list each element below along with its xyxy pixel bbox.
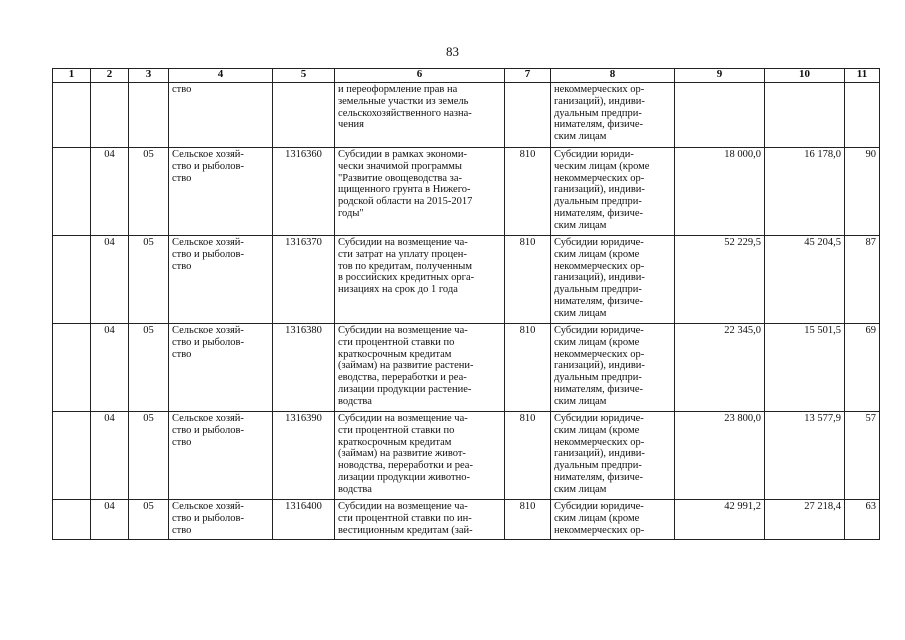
cell-percent: 90 bbox=[845, 148, 880, 236]
cell-percent: 57 bbox=[845, 412, 880, 500]
cell-col1 bbox=[53, 236, 91, 324]
cell-section-name: Сельское хозяй- ство и рыболов- ство bbox=[169, 236, 273, 324]
cell-planned: 52 229,5 bbox=[675, 236, 765, 324]
cell-section-name: Сельское хозяй- ство и рыболов- ство bbox=[169, 412, 273, 500]
cell-section: 04 bbox=[91, 412, 129, 500]
column-header: 2 bbox=[91, 69, 129, 83]
cell-col1 bbox=[53, 412, 91, 500]
cell-planned: 23 800,0 bbox=[675, 412, 765, 500]
cell-section-name: ство bbox=[169, 83, 273, 148]
cell-subsection: 05 bbox=[129, 500, 169, 540]
cell-recipient: Субсидии юриди- ческим лицам (кроме некоммерческих ор- ганизаций), индиви- дуальным предпри- нимателям, физиче- ским лицам bbox=[551, 148, 675, 236]
cell-section: 04 bbox=[91, 500, 129, 540]
table-row bbox=[53, 412, 880, 500]
cell-expense-code bbox=[505, 83, 551, 148]
cell-col1 bbox=[53, 148, 91, 236]
cell-subsection: 05 bbox=[129, 148, 169, 236]
cell-subsection: 05 bbox=[129, 324, 169, 412]
header-row bbox=[53, 69, 880, 83]
column-header: 10 bbox=[765, 69, 845, 83]
cell-expense-code: 810 bbox=[505, 500, 551, 540]
cell-subsection: 05 bbox=[129, 236, 169, 324]
cell-recipient: Субсидии юридиче- ским лицам (кроме некоммерческих ор- ганизаций), индиви- дуальным предпри- нимателям, физиче- ским лицам bbox=[551, 324, 675, 412]
table-row bbox=[53, 500, 880, 540]
column-header: 5 bbox=[273, 69, 335, 83]
cell-description: и переоформление прав на земельные участки из земель сельскохозяйственного назна- чения bbox=[335, 83, 505, 148]
cell-planned bbox=[675, 83, 765, 148]
cell-expense-code: 810 bbox=[505, 324, 551, 412]
cell-planned: 22 345,0 bbox=[675, 324, 765, 412]
column-header: 8 bbox=[551, 69, 675, 83]
cell-recipient: некоммерческих ор- ганизаций), индиви- дуальным предпри- нимателям, физиче- ским лицам bbox=[551, 83, 675, 148]
column-header: 1 bbox=[53, 69, 91, 83]
column-header: 9 bbox=[675, 69, 765, 83]
column-header: 3 bbox=[129, 69, 169, 83]
column-header: 7 bbox=[505, 69, 551, 83]
cell-target-code: 1316400 bbox=[273, 500, 335, 540]
cell-description: Субсидии на возмещение ча- сти процентной ставки по краткосрочным кредитам (займам) на развитие растени- еводства, переработки и реа- лизации продукции растение- водства bbox=[335, 324, 505, 412]
column-header: 6 bbox=[335, 69, 505, 83]
cell-actual: 45 204,5 bbox=[765, 236, 845, 324]
cell-section bbox=[91, 83, 129, 148]
cell-recipient: Субсидии юридиче- ским лицам (кроме некоммерческих ор- ганизаций), индиви- дуальным предпри- нимателям, физиче- ским лицам bbox=[551, 236, 675, 324]
column-header: 11 bbox=[845, 69, 880, 83]
cell-planned: 42 991,2 bbox=[675, 500, 765, 540]
budget-table bbox=[52, 68, 880, 540]
cell-planned: 18 000,0 bbox=[675, 148, 765, 236]
page-number: 83 bbox=[446, 44, 459, 59]
column-header: 4 bbox=[169, 69, 273, 83]
cell-expense-code: 810 bbox=[505, 148, 551, 236]
cell-actual: 16 178,0 bbox=[765, 148, 845, 236]
cell-actual: 27 218,4 bbox=[765, 500, 845, 540]
cell-actual: 15 501,5 bbox=[765, 324, 845, 412]
cell-target-code: 1316390 bbox=[273, 412, 335, 500]
cell-col1 bbox=[53, 83, 91, 148]
cell-recipient: Субсидии юридиче- ским лицам (кроме некоммерческих ор- ганизаций), индиви- дуальным предпри- нимателям, физиче- ским лицам bbox=[551, 412, 675, 500]
cell-description: Субсидии в рамках экономи- чески значимой программы "Развитие овощеводства за- щищенного грунта в Нижего- родской области на 2015-2017 годы" bbox=[335, 148, 505, 236]
cell-section: 04 bbox=[91, 148, 129, 236]
cell-target-code: 1316380 bbox=[273, 324, 335, 412]
cell-percent: 69 bbox=[845, 324, 880, 412]
cell-recipient: Субсидии юридиче- ским лицам (кроме некоммерческих ор- bbox=[551, 500, 675, 540]
cell-col1 bbox=[53, 324, 91, 412]
table-row bbox=[53, 148, 880, 236]
cell-expense-code: 810 bbox=[505, 412, 551, 500]
cell-actual: 13 577,9 bbox=[765, 412, 845, 500]
table-row bbox=[53, 324, 880, 412]
cell-col1 bbox=[53, 500, 91, 540]
cell-target-code: 1316370 bbox=[273, 236, 335, 324]
cell-description: Субсидии на возмещение ча- сти процентной ставки по ин- вестиционным кредитам (зай- bbox=[335, 500, 505, 540]
cell-section-name: Сельское хозяй- ство и рыболов- ство bbox=[169, 500, 273, 540]
cell-target-code: 1316360 bbox=[273, 148, 335, 236]
cell-percent: 87 bbox=[845, 236, 880, 324]
cell-section-name: Сельское хозяй- ство и рыболов- ство bbox=[169, 148, 273, 236]
table-row bbox=[53, 83, 880, 148]
table-row bbox=[53, 236, 880, 324]
cell-subsection bbox=[129, 83, 169, 148]
cell-subsection: 05 bbox=[129, 412, 169, 500]
cell-actual bbox=[765, 83, 845, 148]
cell-target-code bbox=[273, 83, 335, 148]
cell-description: Субсидии на возмещение ча- сти затрат на уплату процен- тов по кредитам, полученным в российских кредитных орга- низациях на срок до 1 года bbox=[335, 236, 505, 324]
cell-section: 04 bbox=[91, 236, 129, 324]
cell-section-name: Сельское хозяй- ство и рыболов- ство bbox=[169, 324, 273, 412]
cell-percent: 63 bbox=[845, 500, 880, 540]
cell-percent bbox=[845, 83, 880, 148]
cell-section: 04 bbox=[91, 324, 129, 412]
cell-description: Субсидии на возмещение ча- сти процентной ставки по краткосрочным кредитам (займам) на развитие живот- новодства, переработки и реа- лизации продукции животно- водства bbox=[335, 412, 505, 500]
cell-expense-code: 810 bbox=[505, 236, 551, 324]
